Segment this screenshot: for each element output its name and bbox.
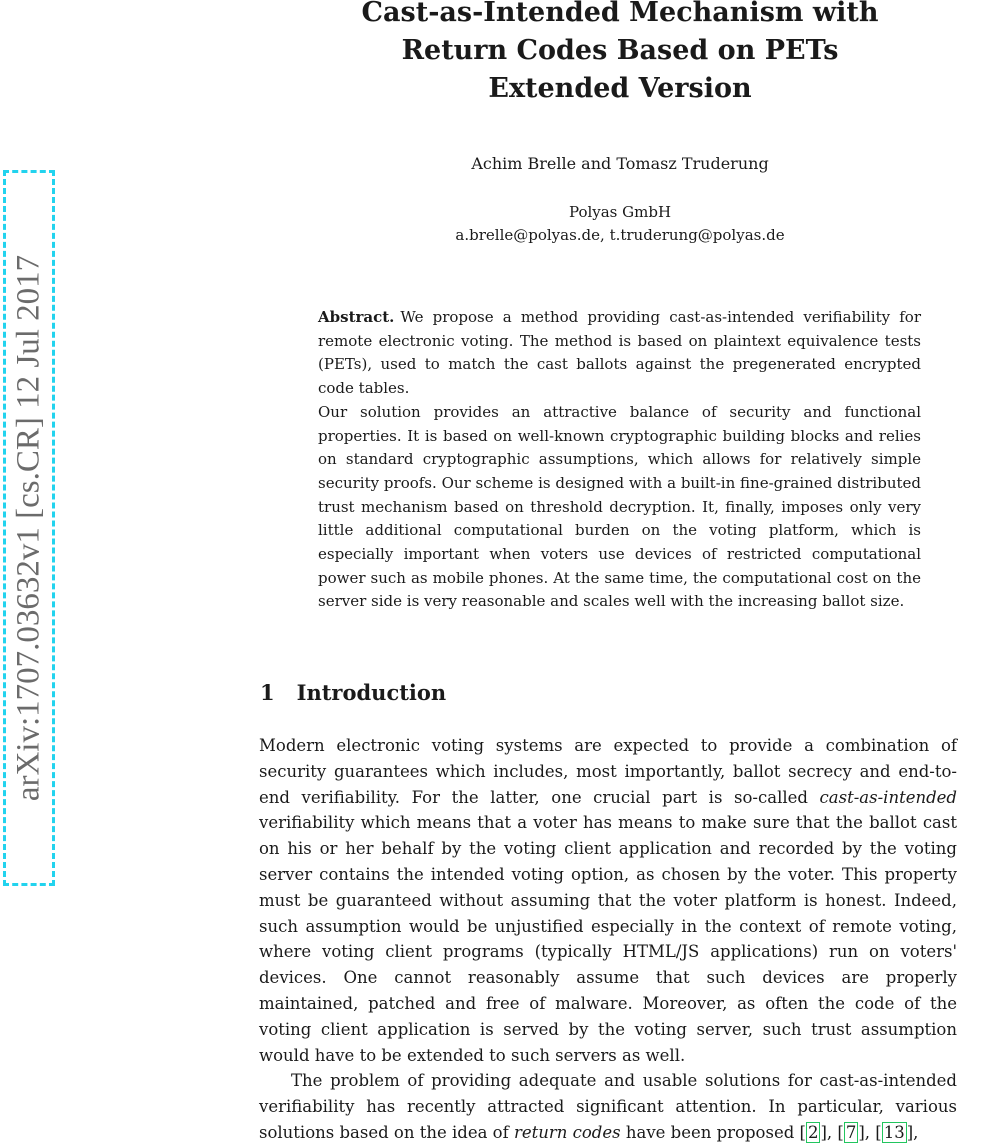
section-heading [260,680,446,705]
emphasis-term: cast-as-intended [819,787,957,807]
citation-link[interactable]: 13 [883,1122,905,1142]
abstract-text-1: We propose a method providing cast-as-intended verifiability for remote electronic voting. The method is based on plaintext equivalence tests (PETs), used to match the cast ballots against the pregenerated encrypted code tables. [318,308,921,398]
abstract-label: Abstract. [318,308,395,326]
bracket: ] [858,1122,865,1142]
separator: , [864,1122,876,1142]
title-line-3: Extended Version [488,73,752,104]
body-text: Modern electronic voting systems are expected to provide a combination of security guarantees which includes, most importantly, ballot secrecy and end-to-end verifiability. For the latter, one crucial part is so-called [259,736,957,807]
section-body [259,733,957,1146]
affiliation: Polyas GmbH [568,203,672,221]
body-paragraph-2: The problem of providing adequate and usable solutions for cast-as-intended verifiability has recently attracted significant attention. In particular, various solutions based on the idea of return codes have been proposed [ 2 ], [ 7 ], [ 13 ], [259,1071,957,1142]
author-emails: a.brelle@polyas.de, t.truderung@polyas.de [455,226,785,244]
title-line-2: Return Codes Based on PETs [401,35,839,66]
abstract [318,306,921,614]
emphasis-term: return codes [513,1122,621,1142]
citation-link[interactable]: 2 [807,1122,819,1142]
citation-link[interactable]: 7 [845,1122,857,1142]
bracket: [ [837,1122,844,1142]
authors: Achim Brelle and Tomasz Truderung [471,154,769,173]
arxiv-identifier[interactable]: arXiv:1707.03632v1 [cs.CR] 12 Jul 2017 [10,254,47,802]
bracket: [ [875,1122,882,1142]
title-line-1: Cast-as-Intended Mechanism with [361,0,879,28]
body-paragraph-1 [259,733,957,1068]
body-text: verifiability which means that a voter has means to make sure that the ballot cast on his or her behalf by the voting client application and recorded by the voting server contains the intended voting option, as chosen by the voter. This property must be guaranteed without assuming that the voter platform is honest. Indeed, such assumption would be unjustified especially in the context of remote voting, where voting client programs (typically HTML/JS applications) run on voters' devices. One cannot reasonably assume that such devices are properly maintained, patched and free of malware. Moreover, as often the code of the voting client application is served by the voting server, such trust assumption would have to be extended to such servers as well. [259,813,957,1065]
body-text: have been proposed [620,1122,800,1142]
bracket: ] [820,1122,827,1142]
section-title: Introduction [296,680,447,705]
bracket: [ [799,1122,806,1142]
affiliation-block [310,201,930,247]
section-number: 1 [260,680,275,705]
abstract-paragraph-2: Our solution provides an attractive balance of security and functional properties. It is based on well-known cryptographic building blocks and relies on standard cryptographic assumptions, which allows for relatively simple security proofs. Our scheme is designed with a built-in fine-grained distributed trust mechanism based on threshold decryption. It, finally, imposes only very little additional computational burden on the voting platform, which is especially important when voters use devices of restricted computational power such as mobile phones. At the same time, the computational cost on the server side is very reasonable and scales well with the increasing ballot size. [318,402,921,611]
separator: , [826,1122,838,1142]
abstract-paragraph-1 [318,306,921,401]
bracket: ] [906,1122,914,1142]
paper-title [310,0,930,108]
body-text: The problem of providing adequate and usable solutions for cast-as-intended verifiability has recently attracted significant attention. In particular, various solutions based on the idea of [259,1071,957,1142]
